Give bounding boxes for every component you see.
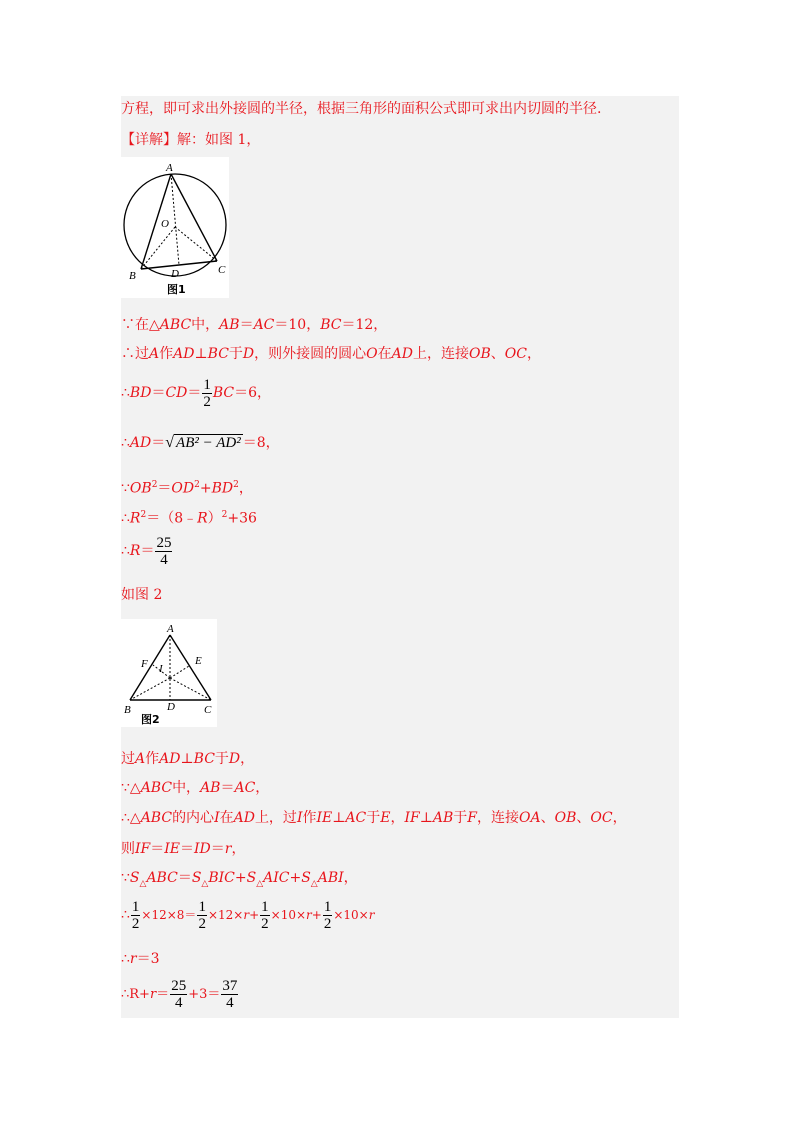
- text: ×12×8＝: [141, 908, 197, 922]
- text: ⊥: [419, 810, 433, 826]
- numerator: 37: [222, 978, 238, 994]
- math-var: AB: [432, 810, 454, 826]
- text: ＝8，: [242, 435, 280, 451]
- text-line-16: [121, 898, 374, 932]
- label-C: C: [204, 704, 212, 716]
- text: ∴: [121, 951, 130, 967]
- text: 、: [576, 810, 591, 826]
- text: ，: [526, 346, 541, 362]
- superscript: 2: [194, 480, 200, 490]
- math-var: ABC: [159, 317, 192, 333]
- text: ，连接: [477, 810, 519, 826]
- text: ⊥: [194, 346, 208, 362]
- math-var: OB: [468, 346, 491, 362]
- math-var: I: [296, 810, 303, 826]
- text: ∵△: [121, 780, 141, 796]
- math-var: A: [135, 751, 146, 767]
- math-var: OC: [504, 346, 527, 362]
- math-var: AD: [233, 810, 255, 826]
- superscript: 2: [221, 510, 228, 520]
- text: +: [311, 908, 322, 922]
- text-line-9: [121, 534, 173, 568]
- math-var: D: [242, 346, 255, 362]
- math-var: O: [366, 346, 378, 362]
- label-A: A: [166, 162, 173, 174]
- math-var: r: [149, 987, 157, 1002]
- text: ＝: [239, 317, 254, 333]
- label-I: I: [159, 663, 163, 675]
- label-D: D: [167, 701, 175, 713]
- denominator: 2: [261, 916, 269, 932]
- denominator: 4: [174, 995, 183, 1011]
- text-line-10: [121, 586, 162, 604]
- text: 于: [366, 810, 381, 826]
- figure-1-caption: 图1: [167, 283, 186, 296]
- math-var: AIC: [263, 870, 290, 886]
- subscript-triangle: △: [310, 878, 318, 889]
- denominator: 2: [323, 916, 332, 932]
- math-var: OB: [554, 810, 577, 826]
- math-var: BC: [212, 385, 235, 401]
- superscript: 2: [233, 480, 239, 490]
- math-var: A: [149, 346, 160, 362]
- numerator: 1: [323, 899, 332, 915]
- text: 作: [302, 810, 317, 826]
- label-A: A: [167, 623, 174, 635]
- text: ＝: [210, 841, 225, 857]
- text: ∴: [121, 543, 130, 559]
- text: +3＝: [188, 987, 221, 1002]
- superscript: 2: [140, 510, 147, 520]
- text-line-14: [121, 840, 245, 858]
- text: ，: [231, 841, 246, 857]
- text: ×12×: [207, 908, 244, 922]
- text-line-7: [121, 476, 253, 498]
- text: 在: [219, 810, 234, 826]
- text: ＝3: [136, 951, 160, 967]
- text: ＝: [140, 543, 155, 559]
- text: 的内心: [172, 810, 215, 826]
- math-var: CD: [165, 385, 188, 401]
- text: ∴△: [121, 810, 141, 826]
- text: ＝: [151, 385, 166, 401]
- text: ∵: [121, 870, 130, 886]
- text-line-4: [121, 345, 541, 363]
- text: 于: [214, 751, 229, 767]
- math-var: BC: [207, 346, 229, 362]
- math-var: I: [214, 810, 220, 826]
- math-var: IE: [316, 810, 333, 826]
- label-B: B: [124, 704, 131, 716]
- math-var: ABI: [317, 870, 344, 886]
- text: ＝10，: [274, 317, 321, 333]
- label-F: F: [141, 658, 148, 670]
- math-var: IF: [404, 810, 420, 826]
- text: ，: [343, 870, 358, 886]
- math-var: AB: [219, 317, 240, 333]
- text: ∵: [121, 480, 130, 497]
- math-var: E: [380, 810, 391, 826]
- text-line-18: [121, 978, 239, 1012]
- fraction: [197, 899, 207, 932]
- text-line-5: [121, 376, 271, 410]
- fraction: [155, 535, 172, 568]
- text-line-1: [121, 100, 601, 118]
- math-var: BC: [320, 317, 342, 333]
- text: 解：如图 1，: [177, 132, 261, 148]
- text-line-11: [121, 750, 254, 768]
- math-var: OA: [519, 810, 541, 826]
- text: 在: [377, 346, 392, 362]
- text: 上，过: [254, 810, 297, 826]
- text: ＝: [151, 435, 166, 451]
- text: ∴: [121, 385, 130, 401]
- text: 过: [121, 751, 135, 767]
- detail-heading: 【详解】: [121, 132, 177, 148]
- math-var: IE: [164, 841, 180, 857]
- math-var: D: [228, 751, 241, 767]
- text: 于: [228, 346, 243, 362]
- fraction: [323, 899, 333, 932]
- text: ，: [390, 810, 405, 826]
- fraction: [260, 899, 270, 932]
- text: ，: [238, 480, 253, 497]
- fraction: [202, 377, 212, 410]
- numerator: 1: [203, 376, 211, 393]
- label-O: O: [161, 218, 169, 230]
- text: ∴: [121, 907, 130, 923]
- text-line-15: [121, 869, 358, 893]
- text: 作: [159, 346, 174, 362]
- subscript-triangle: △: [256, 878, 264, 889]
- math-var: F: [467, 810, 477, 826]
- text: ∴过: [121, 346, 149, 362]
- math-var: AD: [391, 346, 413, 362]
- math-var: R: [129, 510, 141, 527]
- math-var: OB: [129, 480, 152, 497]
- text: ＝: [156, 987, 170, 1002]
- math-var: BD: [129, 385, 152, 401]
- numerator: 1: [131, 899, 140, 915]
- text: ，: [255, 780, 270, 796]
- text: ×10×: [333, 908, 369, 922]
- text: ＝: [187, 385, 202, 401]
- math-var: R: [197, 510, 208, 527]
- denominator: 4: [226, 995, 234, 1011]
- text: ＝: [177, 870, 192, 886]
- text: 、: [540, 810, 555, 826]
- text: 于: [453, 810, 468, 826]
- figure-2: [121, 619, 217, 727]
- text: ×10×: [270, 908, 307, 922]
- math-var: BIC: [208, 870, 235, 886]
- denominator: 2: [131, 916, 140, 932]
- math-var: ABC: [146, 870, 178, 886]
- math-var: ABC: [140, 810, 173, 826]
- text: ⊥: [180, 751, 194, 767]
- math-var: S: [129, 870, 140, 886]
- text: +36: [227, 510, 257, 527]
- math-var: AC: [234, 780, 256, 796]
- figure-2-diagram: [121, 619, 217, 727]
- math-var: r: [224, 841, 232, 857]
- fraction: [170, 978, 187, 1011]
- fraction: [221, 978, 238, 1011]
- text: 方程，即可求出外接圆的半径，根据三角形的面积公式即可求出内切圆的半径.: [121, 101, 602, 117]
- math-var: AD: [159, 751, 181, 767]
- numerator: 1: [198, 899, 206, 915]
- math-var: AC: [253, 317, 275, 333]
- label-E: E: [195, 655, 202, 667]
- text-line-17: [121, 950, 160, 968]
- math-var: S: [246, 870, 257, 886]
- math-var: OD: [171, 480, 195, 497]
- denominator: 2: [203, 393, 211, 410]
- text: 中，: [172, 780, 201, 796]
- text: ，: [612, 810, 627, 826]
- math-var: r: [368, 908, 375, 922]
- text: ，则外接圆的圆心: [254, 346, 367, 362]
- text: ⊥: [332, 810, 346, 826]
- text: ＝（8﹣: [146, 510, 198, 527]
- math-var: R: [129, 543, 141, 559]
- radical-sign: √: [165, 434, 175, 451]
- text: ＝: [220, 780, 235, 796]
- text: ∴: [121, 435, 130, 451]
- text-line-8: [121, 506, 257, 528]
- text: +: [289, 870, 302, 886]
- denominator: 2: [198, 916, 206, 932]
- text: 作: [145, 751, 160, 767]
- denominator: 4: [160, 551, 168, 568]
- radical: [165, 436, 242, 451]
- radicand: AB² − AD²: [176, 435, 241, 451]
- text-line-2: [121, 131, 260, 149]
- text: +: [234, 870, 247, 886]
- text: ∴: [121, 510, 130, 527]
- text-line-6: [121, 432, 280, 455]
- math-var: ID: [194, 841, 211, 857]
- text: ＝6，: [234, 385, 272, 401]
- text: +: [249, 908, 260, 922]
- text: +: [199, 480, 212, 497]
- math-var: OC: [590, 810, 613, 826]
- math-var: S: [301, 870, 311, 886]
- numerator: 25: [171, 978, 187, 994]
- text: 则: [121, 841, 135, 857]
- numerator: 25: [156, 534, 172, 551]
- math-var: r: [129, 951, 137, 967]
- text: 如图 2: [121, 587, 163, 603]
- text: ∴R+: [121, 987, 150, 1002]
- text: ，: [240, 751, 255, 767]
- text: 、: [490, 346, 505, 362]
- text: ＝12，: [341, 317, 388, 333]
- math-var: AC: [345, 810, 367, 826]
- math-var: AD: [129, 435, 152, 451]
- numerator: 1: [261, 899, 269, 915]
- math-var: ABC: [140, 780, 173, 796]
- label-C: C: [218, 264, 226, 276]
- text: ＝: [180, 841, 194, 857]
- label-B: B: [129, 270, 136, 282]
- subscript-triangle: △: [201, 878, 209, 889]
- text: 上，连接: [412, 346, 469, 362]
- text: ＝: [157, 480, 172, 497]
- math-var: IF: [135, 841, 151, 857]
- text: ∵在△: [121, 317, 160, 333]
- superscript: 2: [151, 480, 158, 490]
- fraction: [131, 899, 141, 932]
- text-line-12: [121, 779, 269, 797]
- text-line-13: [121, 809, 627, 827]
- subscript-triangle: △: [139, 878, 147, 889]
- math-var: r: [306, 908, 312, 922]
- text-line-3: [121, 316, 387, 334]
- figure-1-diagram: [121, 157, 229, 298]
- figure-2-caption: 图2: [141, 713, 160, 726]
- math-var: S: [191, 870, 202, 886]
- label-D: D: [171, 268, 179, 280]
- math-var: BC: [193, 751, 215, 767]
- figure-1: [121, 157, 229, 298]
- math-var: BD: [211, 480, 234, 497]
- math-var: AD: [173, 346, 195, 362]
- math-var: r: [243, 908, 250, 922]
- math-var: AB: [200, 780, 221, 796]
- text: ）: [207, 510, 222, 527]
- text: 中，: [191, 317, 220, 333]
- text: ＝: [150, 841, 165, 857]
